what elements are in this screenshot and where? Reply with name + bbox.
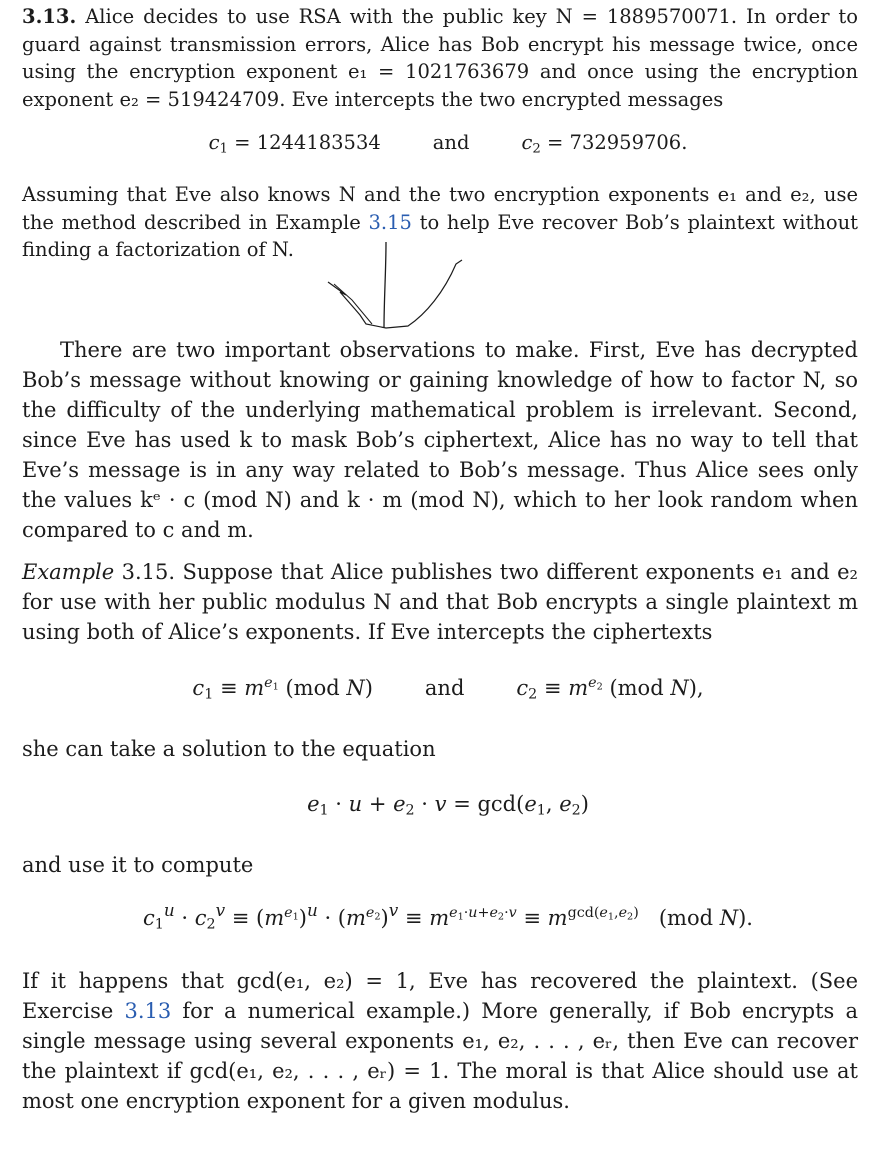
conclusion-text-1: If it happens that gcd(e₁, e₂) = 1, Eve has recovered the plaintext. (See Exercise [22,969,858,1023]
handwritten-checkmark-annotation [326,240,466,332]
task-text-2: to help Eve recover Bob’s plaintext without finding a factorization of N. [22,210,858,261]
and-word: and [432,131,470,154]
example-3-15-intro [22,557,858,647]
recovery-congruence: $c_1^u \cdot c_2^v \equiv (m^{e_1})^u \cdot (m^{e_2})^v \equiv m^{e_1\cdot u+e_2\cdot v} \equiv m^{gcd(e_1,e_2)}$ (mod N). [143,899,753,933]
take-solution-text: she can take a solution to the equation [22,737,436,761]
use-compute-text: and use it to compute [22,853,254,877]
example-label: Example [22,560,115,584]
exercise-text: Alice decides to use RSA with the public key N = 1889570071. In order to guard against transmission errors, Alice has Bob encrypt his message twice, once using the encryption exponent e₁ = 1021763679 and once using the encryption exponent e₂ = 519424709. Eve intercepts the two encrypted messages [22,5,858,111]
conclusion-text-2: for a numerical example.) More generally, if Bob encrypts a single message using several exponents e₁, e₂, . . . , eᵣ, then Eve can recover the plaintext if gcd(e₁, e₂, . . . , eᵣ) = 1. The moral is that Alice should use at most one encryption exponent for a given modulus. [22,999,858,1113]
example-intro-text: Suppose that Alice publishes two different exponents e₁ and e₂ for use with her public modulus N and that Bob encrypts a single plaintext m using both of Alice’s exponents. If Eve intercepts the ciphertexts [22,560,858,644]
exercise-number: 3.13. [22,5,77,28]
c1-value: 1244183534 [256,131,381,154]
exercise-3-13-statement [22,3,858,113]
example-3-15-link[interactable]: 3.15 [368,210,412,234]
observations-paragraph: There are two important observations to make. First, Eve has decrypted Bob’s message without knowing or gaining knowledge of how to factor N, so the difficulty of the underlying mathematical problem is irrelevant. Second, since Eve has used k to mask Bob’s ciphertext, Alice has no way to tell that Eve’s message is in any way related to Bob’s message. Thus Alice sees only the values kᵉ · c (mod N) and k · m (mod N), which to her look random when compared to c and m. [22,338,858,542]
exercise-3-13-link[interactable]: 3.13 [124,999,172,1023]
example-conclusion [22,966,858,1116]
ciphertext-equation: $c_1 = 1244183534$ and $c_2 = 732959706$. [208,131,688,157]
c2-value: 732959706. [569,131,688,154]
example-number: 3.15. [121,560,176,584]
example-and-word: and [424,676,465,700]
task-text-1: Assuming that Eve also knows N and the two encryption exponents e₁ and e₂, use the method described in Example [22,183,858,234]
ciphertexts-congruences: $c_1 \equiv m^{e_1}$ (mod N) and $c_2 \equiv m^{e_2}$ (mod N), [192,675,704,703]
linear-equation: $e_1 \cdot u + e_2 \cdot v = \gcd(e_1$, $e_2$) [307,792,589,819]
